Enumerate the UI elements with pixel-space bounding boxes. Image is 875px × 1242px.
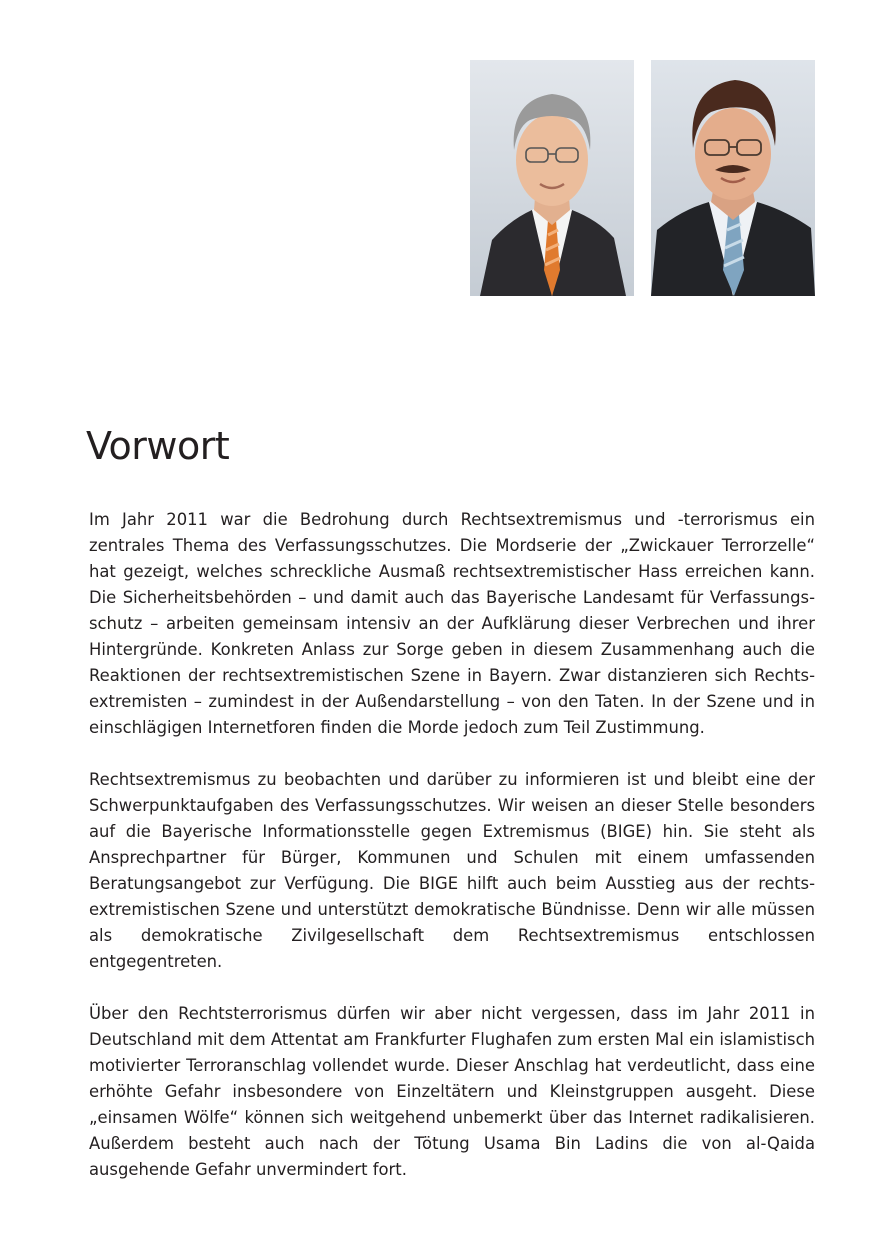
portrait-photo-left	[470, 60, 634, 296]
paragraph-2: Rechtsextremismus zu beobachten und darüber zu informieren ist und bleibt eine der Schwerpunktaufgaben des Verfassungsschutzes. Wir weisen an dieser Stelle besonders auf die Bayerische Informationsstelle gegen Extremismus (BIGE) hin. Sie steht als Ansprechpartner für Bürger, Kommunen und Schulen mit einem umfassenden Beratungsangebot zur Verfügung. Die BIGE hilft auch beim Ausstieg aus der rechtsextremistischen Szene und unterstützt demokratische Bündnisse. Denn wir alle müssen als demokratische Zivilgesellschaft dem Rechtsextremismus entschlossen entgegentreten.	[89, 770, 815, 971]
portrait-illustration-right	[651, 60, 815, 296]
portrait-photo-right	[651, 60, 815, 296]
paragraph-3: Über den Rechtsterrorismus dürfen wir aber nicht vergessen, dass im Jahr 2011 in Deutschland mit dem Attentat am Frankfurter Flughafen zum ersten Mal ein islamistisch motivierter Terroranschlag vollendet wurde. Dieser Anschlag hat verdeutlicht, dass eine erhöhte Gefahr insbesondere von Einzeltätern und Kleinstgruppen ausgeht. Diese „einsamen Wölfe“ können sich weitgehend unbemerkt über das Internet radikalisieren. Außerdem besteht auch nach der Tötung Usama Bin Ladins die von al-Qaida ausgehende Gefahr unvermindert fort.	[89, 1004, 815, 1179]
portrait-illustration-left	[470, 60, 634, 296]
paragraph-1: Im Jahr 2011 war die Bedrohung durch Rechtsextremismus und -terrorismus ein zentrales Thema des Verfassungsschutzes. Die Mordserie der „Zwickauer Terrorzelle“ hat gezeigt, welches schreckliche Ausmaß rechtsextremistischer Hass erreichen kann. Die Sicherheitsbehörden – und damit auch das Bayerische Landesamt für Verfassungsschutz – arbeiten gemeinsam intensiv an der Aufklärung dieser Verbrechen und ihrer Hintergründe. Konkreten Anlass zur Sorge geben in diesem Zusammenhang auch die Reaktionen der rechtsextremistischen Szene in Bayern. Zwar distanzieren sich Rechtsextremisten – zumindest in der Außendarstellung – von den Taten. In der Szene und in einschlägigen Internetforen finden die Morde jedoch zum Teil Zustimmung.	[89, 510, 815, 737]
page-title: Vorwort	[86, 424, 230, 468]
body-text	[89, 507, 815, 1209]
